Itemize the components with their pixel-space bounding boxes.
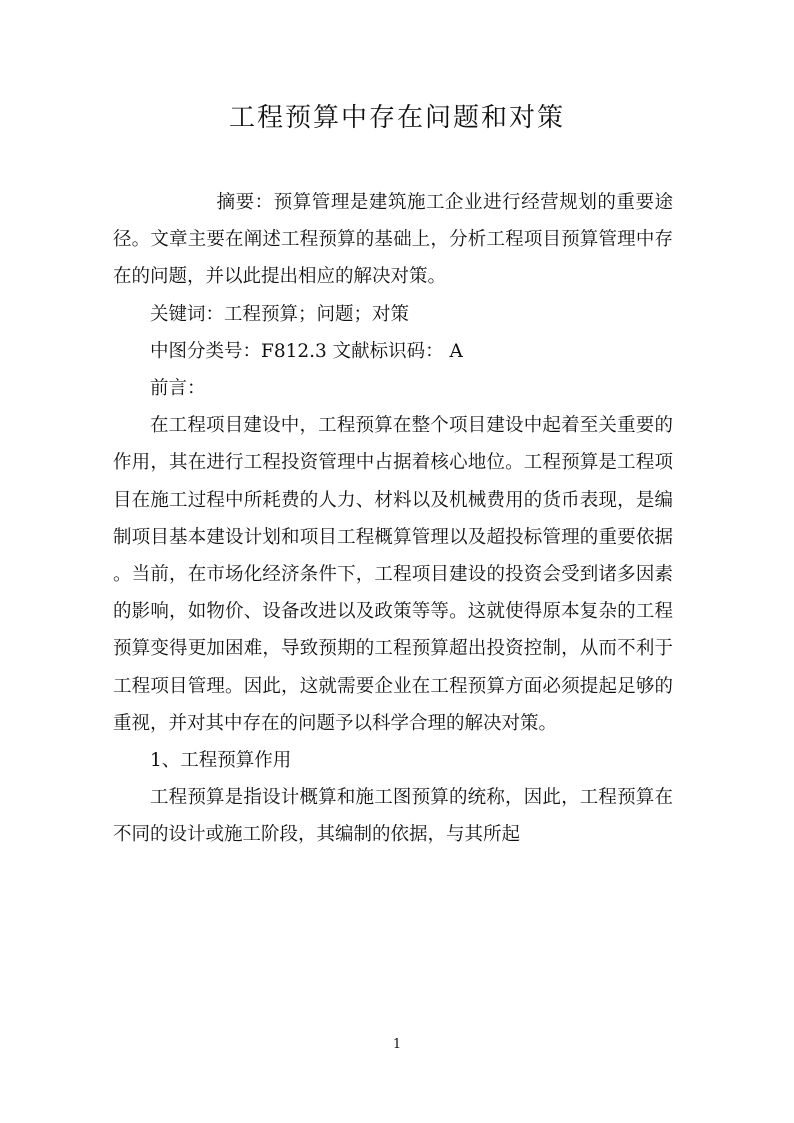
preface-heading: 前言：: [150, 378, 206, 400]
document-title: 工程预算中存在问题和对策: [228, 103, 565, 133]
document-body: [113, 184, 673, 854]
section-heading-1: 1、工程预算作用: [150, 750, 292, 772]
keywords-line: 关键词：工程预算；问题；对策: [150, 303, 410, 325]
section-1-paragraph: 工程预算是指设计概算和施工图预算的统称，因此，工程预算在不同的设计或施工阶段，其编制的依据，与其所起: [113, 787, 673, 846]
preface-paragraph: 在工程项目建设中，工程预算在整个项目建设中起着至关重要的作用，其在进行工程投资管理中占据着核心地位。工程预算是工程项目在施工过程中所耗费的人力、材料以及机械费用的货币表现，是编制项目基本建设计划和项目工程概算管理以及超投标管理的重要依据。当前，在市场化经济条件下，工程项目建设的投资会受到诸多因素的影响，如物价、设备改进以及政策等等。这就使得原本复杂的工程预算变得更加困难，导致预期的工程预算超出投资控制，从而不利于工程项目管理。因此，这就需要企业在工程预算方面必须提起足够的重视，并对其中存在的问题予以科学合理的解决对策。: [113, 415, 673, 734]
classification-line: 中图分类号：F812.3 文献标识码： A: [150, 340, 463, 362]
page-number: 1: [392, 1037, 402, 1052]
abstract-paragraph: 摘要：预算管理是建筑施工企业进行经营规划的重要途径。文章主要在阐述工程预算的基础上，分析工程项目预算管理中存在的问题，并以此提出相应的解决对策。: [113, 192, 673, 288]
